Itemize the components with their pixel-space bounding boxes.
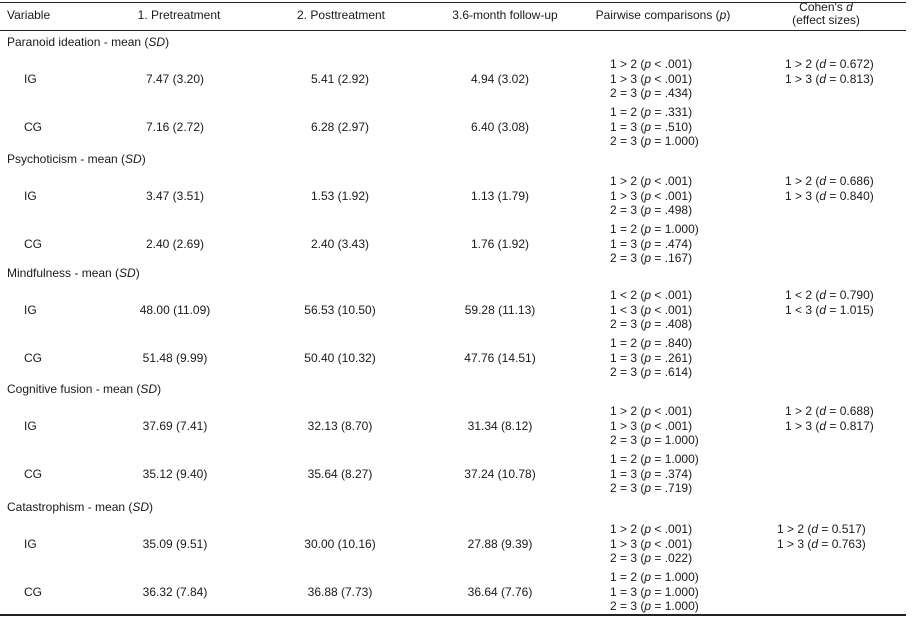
pretreatment-value: 2.40 (2.69) — [145, 236, 205, 251]
pairwise-comparison: 1 = 3 (p = .474) — [610, 236, 693, 251]
pairwise-comparison: 1 = 2 (p = 1.000) — [610, 570, 699, 584]
effect-size: 1 < 2 (d = 0.790) — [785, 288, 874, 302]
pairwise-comparison: 1 > 2 (p < .001) — [610, 174, 693, 188]
pairwise-comparison: 2 = 3 (p = .167) — [610, 251, 693, 265]
effect-size: 1 > 3 (d = 0.817) — [785, 418, 874, 433]
effect-size: 1 < 3 (d = 1.015) — [785, 302, 874, 317]
pairwise-comparison: 2 = 3 (p = .022) — [610, 551, 693, 565]
pretreatment-value: 51.48 (9.99) — [142, 350, 208, 365]
header-pretreatment: 1. Pretreatment — [137, 8, 221, 22]
group-label: CG — [24, 236, 42, 251]
pretreatment-value: 36.32 (7.84) — [142, 584, 208, 599]
pairwise-comparison: 2 = 3 (p = 1.000) — [610, 599, 699, 613]
posttreatment-value: 30.00 (10.16) — [304, 536, 376, 551]
follow-up-value: 37.24 (10.78) — [464, 466, 536, 481]
follow-up-value: 27.88 (9.39) — [467, 536, 533, 551]
group-label: IG — [24, 71, 37, 86]
pairwise-comparison: 1 > 3 (p < .001) — [610, 536, 693, 551]
pairwise-comparison: 1 = 2 (p = 1.000) — [610, 222, 699, 236]
section-title: Catastrophism - mean (SD) — [7, 500, 154, 514]
posttreatment-value: 6.28 (2.97) — [310, 119, 370, 134]
group-label: CG — [24, 584, 42, 599]
posttreatment-value: 35.64 (8.27) — [307, 466, 373, 481]
pairwise-comparison: 1 < 2 (p < .001) — [610, 288, 693, 302]
pairwise-comparison: 1 > 2 (p < .001) — [610, 57, 693, 71]
pairwise-comparison: 2 = 3 (p = .408) — [610, 317, 693, 331]
effect-size: 1 > 2 (d = 0.688) — [785, 404, 874, 418]
posttreatment-value: 50.40 (10.32) — [304, 350, 376, 365]
header-cohens-d-line2: (effect sizes) — [792, 13, 860, 27]
pairwise-comparison: 1 = 3 (p = .374) — [610, 466, 693, 481]
pretreatment-value: 7.47 (3.20) — [145, 71, 205, 86]
follow-up-value: 4.94 (3.02) — [470, 71, 530, 86]
section-title: Psychoticism - mean (SD) — [7, 152, 146, 166]
pairwise-comparison: 2 = 3 (p = 1.000) — [610, 433, 699, 447]
pairwise-comparison: 1 = 2 (p = .840) — [610, 336, 693, 350]
pairwise-comparison: 1 = 3 (p = .510) — [610, 119, 693, 134]
follow-up-value: 1.13 (1.79) — [470, 188, 530, 203]
follow-up-value: 47.76 (14.51) — [464, 350, 536, 365]
follow-up-value: 6.40 (3.08) — [470, 119, 530, 134]
pretreatment-value: 37.69 (7.41) — [142, 418, 208, 433]
header-follow-up: 3.6-month follow-up — [452, 8, 558, 22]
pairwise-comparison: 2 = 3 (p = .614) — [610, 365, 693, 379]
posttreatment-value: 1.53 (1.92) — [310, 188, 370, 203]
header-posttreatment: 2. Posttreatment — [296, 8, 386, 22]
pairwise-comparison: 1 > 3 (p < .001) — [610, 188, 693, 203]
follow-up-value: 31.34 (8.12) — [467, 418, 533, 433]
effect-size: 1 > 3 (d = 0.840) — [785, 188, 874, 203]
pairwise-comparison: 1 = 2 (p = .331) — [610, 105, 693, 119]
bottom-rule — [0, 614, 906, 616]
pairwise-comparison: 2 = 3 (p = .498) — [610, 203, 693, 217]
group-label: IG — [24, 536, 37, 551]
header-variable: Variable — [7, 8, 51, 22]
pretreatment-value: 7.16 (2.72) — [145, 119, 205, 134]
group-label: IG — [24, 418, 37, 433]
section-title: Mindfulness - mean (SD) — [7, 266, 140, 280]
follow-up-value: 36.64 (7.76) — [467, 584, 533, 599]
pairwise-comparison: 1 = 3 (p = 1.000) — [610, 584, 699, 599]
pretreatment-value: 48.00 (11.09) — [139, 302, 211, 317]
pairwise-comparison: 1 = 3 (p = .261) — [610, 350, 693, 365]
group-label: IG — [24, 188, 37, 203]
pairwise-comparison: 1 > 3 (p < .001) — [610, 71, 693, 86]
pairwise-comparison: 2 = 3 (p = .434) — [610, 86, 693, 100]
posttreatment-value: 2.40 (3.43) — [310, 236, 370, 251]
header-cohens-d — [792, 1, 860, 27]
effect-size: 1 > 3 (d = 0.813) — [785, 71, 874, 86]
header-rule — [0, 30, 906, 31]
pretreatment-value: 35.09 (9.51) — [142, 536, 208, 551]
pairwise-comparison: 1 = 2 (p = 1.000) — [610, 452, 699, 466]
pretreatment-value: 35.12 (9.40) — [142, 466, 208, 481]
effect-size: 1 > 3 (d = 0.763) — [777, 536, 866, 551]
section-title: Paranoid ideation - mean (SD) — [7, 35, 170, 49]
top-rule — [0, 2, 906, 3]
effect-size: 1 > 2 (d = 0.686) — [785, 174, 874, 188]
follow-up-value: 1.76 (1.92) — [470, 236, 530, 251]
header-pairwise: Pairwise comparisons (p) — [595, 8, 731, 22]
follow-up-value: 59.28 (11.13) — [464, 302, 536, 317]
pairwise-comparison: 2 = 3 (p = .719) — [610, 481, 693, 495]
pretreatment-value: 3.47 (3.51) — [145, 188, 205, 203]
header-cohens-d-line1: Cohen's d — [799, 0, 853, 14]
pairwise-comparison: 1 > 3 (p < .001) — [610, 418, 693, 433]
posttreatment-value: 56.53 (10.50) — [304, 302, 376, 317]
group-label: CG — [24, 119, 42, 134]
effect-size: 1 > 2 (d = 0.517) — [777, 522, 866, 536]
pairwise-comparison: 1 < 3 (p < .001) — [610, 302, 693, 317]
pairwise-comparison: 1 > 2 (p < .001) — [610, 522, 693, 536]
posttreatment-value: 5.41 (2.92) — [310, 71, 370, 86]
group-label: IG — [24, 302, 37, 317]
effect-size: 1 > 2 (d = 0.672) — [785, 57, 874, 71]
pairwise-comparison: 1 > 2 (p < .001) — [610, 404, 693, 418]
group-label: CG — [24, 466, 42, 481]
section-title: Cognitive fusion - mean (SD) — [7, 382, 162, 396]
posttreatment-value: 36.88 (7.73) — [307, 584, 373, 599]
pairwise-comparison: 2 = 3 (p = 1.000) — [610, 134, 699, 148]
posttreatment-value: 32.13 (8.70) — [307, 418, 373, 433]
group-label: CG — [24, 350, 42, 365]
